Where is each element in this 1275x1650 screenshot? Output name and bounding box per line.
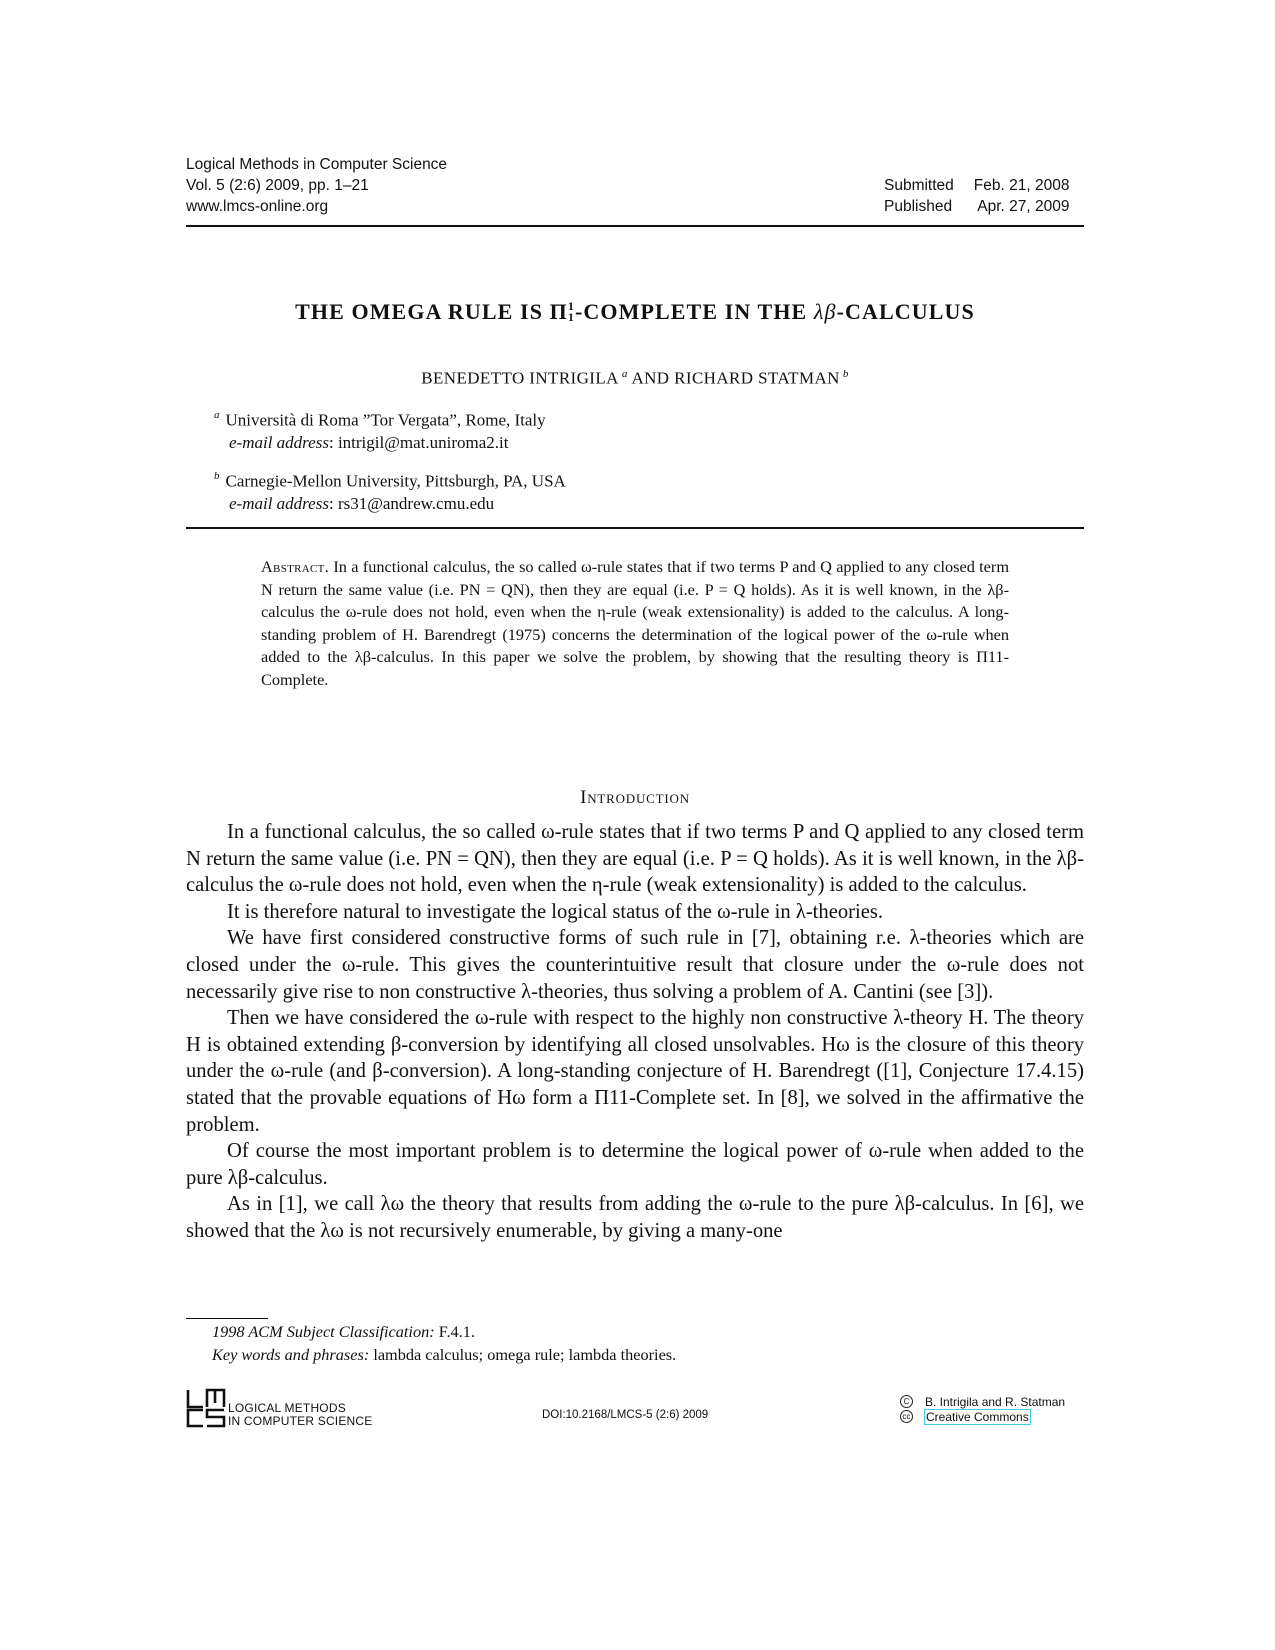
submitted-date: Feb. 21, 2008 [973, 177, 1070, 194]
author-2: RICHARD STATMAN [674, 368, 840, 388]
paragraph: It is therefore natural to investigate the logical status of the ω-rule in λ-theories. [227, 900, 884, 923]
acm-value: F.4.1. [438, 1322, 475, 1341]
paragraph: In a functional calculus, the so called ω-rule states that if two terms P and Q applied to any closed term N return the same value (i.e. PN = QN), then they are equal (i.e. P = Q holds). As it is well known, in the λβ-calculus the ω-rule does not hold, even when the η-rule (weak extensionality) is added to the calculus. [186, 821, 1084, 897]
author-1: BENEDETTO INTRIGILA [421, 368, 619, 388]
published-label: Published [884, 198, 953, 215]
title-pi-sup: 1 [567, 298, 575, 313]
email-label: e-mail address [229, 432, 329, 452]
acm-label: 1998 ACM Subject Classification: [212, 1322, 435, 1341]
copyright-holders: B. Intrigila and R. Statman [925, 1395, 1066, 1409]
volume-info: Vol. 5 (2:6) 2009, pp. 1–21 [186, 177, 369, 194]
acm-classification [212, 1320, 676, 1343]
copyright-icon: C [900, 1395, 913, 1408]
keywords [212, 1343, 676, 1366]
affiliation-divider [186, 527, 1084, 529]
footnotes [212, 1320, 676, 1366]
title-pi-sub: 1 [567, 309, 575, 324]
header-divider [186, 225, 1084, 227]
keywords-value: lambda calculus; omega rule; lambda theories. [373, 1345, 677, 1364]
paragraph: Of course the most important problem is to determine the logical power of ω-rule when added to the pure λβ-calculus. [186, 1140, 1084, 1189]
submitted-label: Submitted [884, 177, 954, 194]
copyright-block [900, 1395, 1065, 1425]
abstract-text: In a functional calculus, the so called ω-rule states that if two terms P and Q applied to any closed term N return the same value (i.e. PN = QN), then they are equal (i.e. P = Q holds). As it is well known, in the λβ-calculus the ω-rule does not hold, even when the η-rule (weak extensionality) is added to the calculus. A long-standing problem of H. Barendregt (1975) concerns the determination of the logical power of the ω-rule when added to the λβ-calculus. In this paper we solve the problem, by showing that the resulting theory is Π11-Complete. [261, 557, 1009, 689]
email-label: e-mail address [229, 493, 329, 513]
lmcs-logo [186, 1388, 226, 1433]
logo-text [228, 1402, 372, 1428]
logo-line-2: IN COMPUTER SCIENCE [228, 1414, 373, 1428]
email-address[interactable]: intrigil@mat.uniroma2.it [337, 432, 509, 452]
keywords-label: Key words and phrases: [212, 1345, 370, 1364]
footnote-divider [186, 1318, 268, 1319]
publication-dates [884, 175, 1069, 217]
paragraph: Then we have considered the ω-rule with respect to the highly non constructive λ-theory H. The theory H is obtained extending β-conversion by identifying all closed unsolvables. Hω is the closure of this theory under the ω-rule (and β-conversion). A long-standing conjecture of H. Barendregt ([1], Conjecture 17.4.15) stated that the provable equations of Hω form a Π11-Complete set. In [8], we solved in the affirmative the problem. [186, 1007, 1084, 1136]
lmcs-logo-icon [186, 1388, 226, 1428]
affiliation-a: $^a$ Università di Roma ”Tor Vergata”, Rome, Italy e-mail address: intrigil@mat.uniroma2.it [214, 409, 546, 452]
abstract [261, 556, 1009, 691]
license-link[interactable]: Creative Commons [926, 1410, 1029, 1424]
affiliation-mark: a [214, 409, 220, 421]
title-suffix: -CALCULUS [836, 299, 975, 324]
journal-website[interactable]: www.lmcs-online.org [186, 198, 329, 215]
paragraph: We have first considered constructive forms of such rule in [7], obtaining r.e. λ-theories which are closed under the ω-rule. This gives the counterintuitive result that closure under the ω-rule does not necessarily give rise to non constructive λ-theories, thus solving a problem of A. Cantini (see [3]). [186, 927, 1084, 1003]
published-date: Apr. 27, 2009 [977, 198, 1070, 215]
author-list [186, 368, 1084, 389]
title-middle: -COMPLETE IN THE [574, 299, 814, 324]
author-2-mark: b [842, 368, 849, 380]
doi: DOI:10.2168/LMCS-5 (2:6) 2009 [542, 1409, 709, 1421]
paper-title [186, 299, 1084, 325]
journal-info [186, 154, 447, 217]
section-heading-introduction: Introduction [580, 787, 690, 808]
paragraph: As in [1], we call λω the theory that results from adding the ω-rule to the pure λβ-calculus. In [6], we showed that the λω is not recursively enumerable, by giving a many-one [186, 1193, 1084, 1242]
affiliation-institution: Carnegie-Mellon University, Pittsburgh, PA, USA [225, 471, 566, 491]
title-pi-symbol: Π 1 1 [549, 298, 575, 324]
email-address[interactable]: rs31@andrew.cmu.edu [337, 493, 495, 513]
introduction-body [186, 819, 1084, 1245]
affiliation-b: $^b$ Carnegie-Mellon University, Pittsburgh, PA, USA e-mail address: rs31@andrew.cmu.edu [214, 470, 566, 513]
title-prefix: THE OMEGA RULE IS [295, 299, 550, 324]
affiliation-mark: b [214, 470, 220, 482]
authors-and: AND [631, 368, 670, 388]
journal-name: Logical Methods in Computer Science [186, 156, 448, 173]
author-1-mark: a [621, 368, 628, 380]
title-lambda-beta: λβ [813, 299, 837, 324]
abstract-label: Abstract. [261, 557, 330, 576]
affiliation-institution: Università di Roma ”Tor Vergata”, Rome, Italy [225, 410, 546, 430]
creative-commons-icon: cc [900, 1410, 913, 1423]
logo-line-1: LOGICAL METHODS [228, 1401, 346, 1415]
